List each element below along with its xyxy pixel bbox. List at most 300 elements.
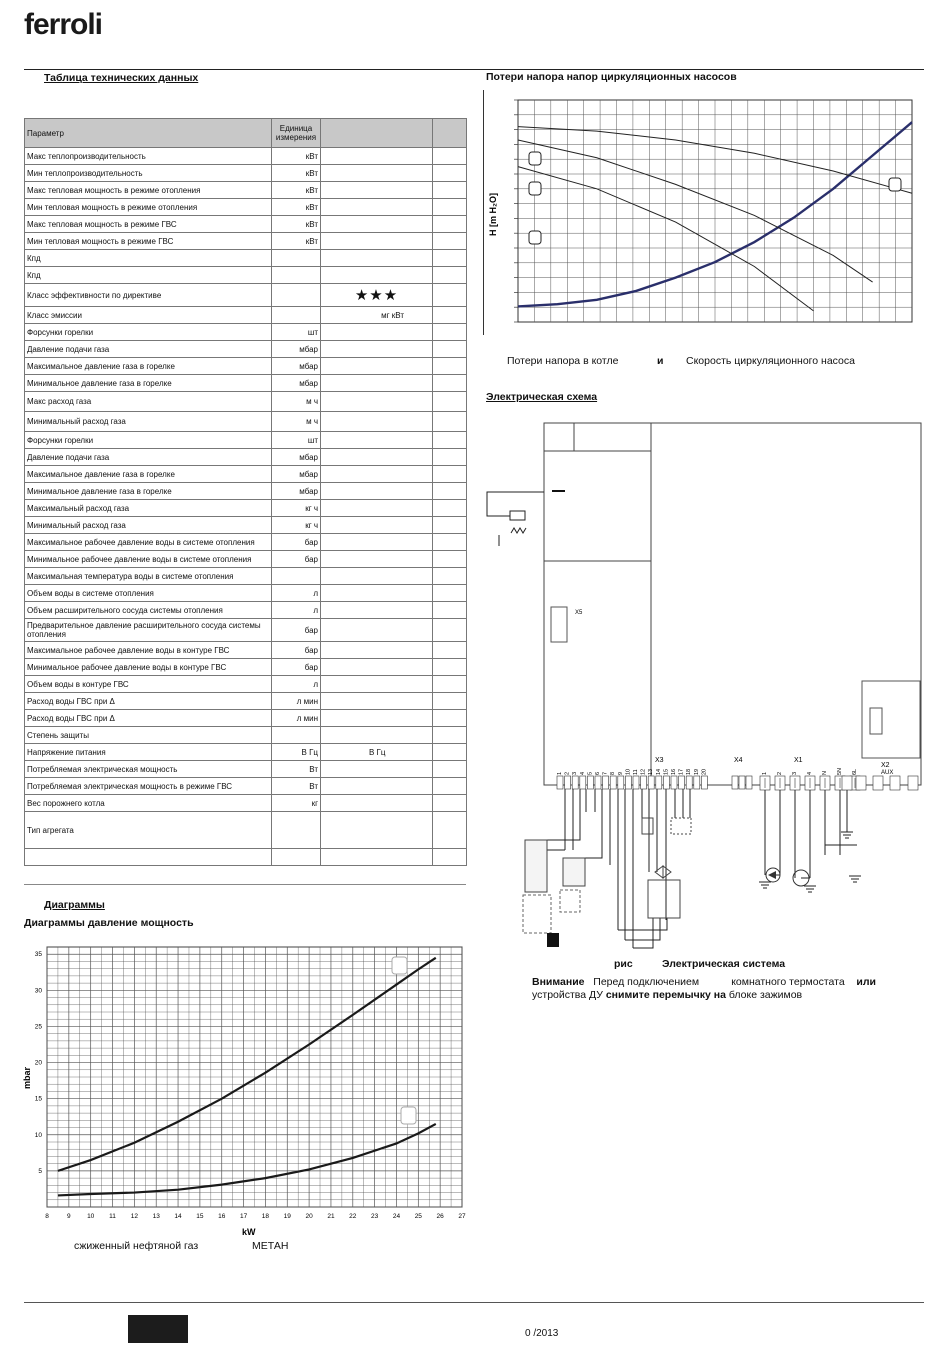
param-cell: Макс тепловая мощность в режиме ГВС [25,216,272,233]
table-row [25,358,467,375]
page-number-box [128,1315,188,1343]
unit-cell: шт [272,432,321,449]
extra-cell [433,744,467,761]
extra-cell [433,148,467,165]
table-row [25,676,467,693]
wire [633,918,653,948]
value-cell: В Гц [321,744,433,761]
extra-cell [433,267,467,284]
param-cell: Максимальный расход газа [25,500,272,517]
x-tick-label: 11 [109,1213,116,1220]
table-row [25,795,467,812]
unit-cell: Вт [272,778,321,795]
x-tick-label: 12 [130,1213,138,1220]
param-cell: Минимальное рабочее давление воды в системе отопления [25,551,272,568]
ntc-sensor [560,890,580,912]
unit-cell: мбар [272,341,321,358]
param-cell: Вес порожнего котла [25,795,272,812]
unit-cell: Вт [272,761,321,778]
value-cell [321,534,433,551]
x3-label: X3 [655,757,664,764]
x3-pin-label: 9 [617,771,624,775]
wire [585,812,602,858]
table-row [25,250,467,267]
value-cell [321,165,433,182]
x3-terminal [648,776,654,789]
x1-pin-label: N [822,771,828,775]
param-cell: Мин теплопроизводительность [25,165,272,182]
x1-pin-label: 4 [807,771,813,775]
x5-label: X5 [575,610,583,616]
value-cell [321,182,433,199]
table-row [25,619,467,642]
table-row [25,284,467,307]
x2-terminal [856,776,866,790]
x3-pin-label: 8 [610,771,617,775]
x3-terminal [587,776,593,789]
table-row [25,148,467,165]
value-cell [321,341,433,358]
extra-cell [433,693,467,710]
table-row [25,693,467,710]
x3-terminal [625,776,631,789]
relay-1 [642,818,653,834]
x-tick-label: 10 [87,1213,95,1220]
x3-pin-label: 6 [595,771,601,775]
table-row [25,233,467,250]
extra-cell [433,307,467,324]
unit-cell: кВт [272,148,321,165]
unit-cell: л мин [272,710,321,727]
value-cell [321,250,433,267]
pressure-ylabel: mbar [22,1066,32,1089]
aux-label: AUX [881,770,894,776]
table-row [25,710,467,727]
param-cell: Расход воды ГВС при Δ [25,693,272,710]
value-cell [321,500,433,517]
x-tick-label: 22 [349,1213,357,1220]
param-cell: Предварительное давление расширительного сосуда системы отопления [25,619,272,642]
unit-cell: мбар [272,483,321,500]
value-cell [321,761,433,778]
value-cell [321,602,433,619]
main-board [544,423,921,785]
param-cell: Расход воды ГВС при Δ [25,710,272,727]
value-cell [321,795,433,812]
y-tick-label: 10 [34,1131,42,1139]
value-cell [321,199,433,216]
table-row [25,500,467,517]
room-thermostat [523,895,551,933]
unit-cell: В Гц [272,744,321,761]
extra-cell [433,778,467,795]
y-tick-label: 30 [34,987,42,995]
param-cell: Давление подачи газа [25,449,272,466]
table-row [25,432,467,449]
x3-terminal [633,776,639,789]
warning-bold-2: снимите перемычку на [605,989,726,1001]
board-inner-box [544,423,574,451]
table-row [25,466,467,483]
warning-bold: Внимание [532,976,585,988]
value-cell [321,619,433,642]
param-cell: Макс расход газа [25,392,272,412]
extra-cell [433,483,467,500]
value-cell [321,568,433,585]
x-tick-label: 8 [45,1213,49,1220]
param-cell: Минимальное давление газа в горелке [25,375,272,392]
fig-label: рис [614,958,633,970]
table-row [25,375,467,392]
legend-lpg: сжиженный нефтяной газ [74,1240,199,1252]
value-cell [321,375,433,392]
param-cell [25,849,272,866]
value-cell [321,585,433,602]
extra-cell [433,233,467,250]
ignition-electrode [510,511,525,520]
unit-cell: кВт [272,216,321,233]
pressure-xlabel: kW [242,1227,256,1237]
value-cell [321,432,433,449]
unit-cell: кВт [272,182,321,199]
extra-cell [433,432,467,449]
x1-pin-label: 1 [762,771,768,775]
footer-rule [24,1302,924,1303]
table-row [25,483,467,500]
diagrams-rule [24,884,466,885]
param-cell: Минимальный расход газа [25,412,272,432]
x3-pin-label: 10 [625,768,632,775]
x1-pin-label: 5N [837,767,843,775]
param-cell: Объем воды в системе отопления [25,585,272,602]
extra-cell [433,199,467,216]
value-cell [321,483,433,500]
extra-cell [433,659,467,676]
param-cell: Напряжение питания [25,744,272,761]
x3-terminal [565,776,571,789]
value-cell [321,412,433,432]
x-tick-label: 13 [152,1213,160,1220]
table-row [25,585,467,602]
param-cell: Форсунки горелки [25,324,272,341]
x1-pin-label: 3 [792,771,798,775]
param-cell: Кпд [25,250,272,267]
value-cell [321,267,433,284]
x1-pin-label: 6L [852,768,858,775]
table-row [25,727,467,744]
x3-terminal [701,776,707,789]
unit-cell [272,250,321,267]
x4-label: X4 [734,757,743,764]
value-cell [321,233,433,250]
extra-cell [433,534,467,551]
x3-pin-label: 19 [693,768,700,775]
table-row [25,165,467,182]
diagrams-title: Диаграммы [44,899,105,911]
table-row [25,659,467,676]
x3-pin-label: 4 [579,771,586,775]
extra-cell [433,466,467,483]
gas-valve [648,880,680,918]
x4-terminal [746,776,752,789]
x3-terminal [572,776,578,789]
tech-table [24,118,467,866]
extra-cell [433,849,467,866]
unit-cell: бар [272,619,321,642]
x3-terminal [610,776,616,789]
x2-terminal [873,776,883,790]
unit-cell: бар [272,551,321,568]
param-cell: Минимальное давление газа в горелке [25,483,272,500]
value-cell [321,551,433,568]
param-cell: Класс эмиссии [25,307,272,324]
warning-note [532,976,924,1002]
pump-chart-grid [514,100,912,322]
unit-cell: мбар [272,375,321,392]
x4-terminal [739,776,745,789]
table-row [25,534,467,551]
y-tick-label: 25 [34,1023,42,1031]
pressure-chart-grid [47,947,462,1207]
x-tick-label: 25 [414,1213,422,1220]
param-cell: Мин тепловая мощность в режиме отопления [25,199,272,216]
x3-pin-label: 15 [663,768,670,775]
param-cell: Объем расширительного сосуда системы отопления [25,602,272,619]
extra-cell [433,392,467,412]
extra-cell [433,165,467,182]
lpg-curve [58,958,436,1171]
extra-cell [433,250,467,267]
terminal-strip [557,768,918,790]
pressure-chart-title: Диаграммы давление мощность [24,917,194,929]
extra-cell [433,358,467,375]
aux-relay [870,708,882,734]
electric-title: Электрическая схема [486,391,598,403]
brand-logo: ferroli [24,8,103,41]
unit-cell: бар [272,642,321,659]
x2-terminal [890,776,900,790]
extra-cell [433,568,467,585]
param-cell: Тип агрегата [25,812,272,849]
extra-cell [433,517,467,534]
x-tick-label: 15 [196,1213,204,1220]
table-row [25,517,467,534]
value-cell [321,727,433,744]
param-cell: Минимальный расход газа [25,517,272,534]
unit-cell: м ч [272,392,321,412]
aux-module [862,681,920,758]
table-row [25,449,467,466]
x-tick-label: 18 [261,1213,270,1220]
x3-terminal [686,776,692,789]
unit-cell: бар [272,659,321,676]
x-tick-label: 9 [67,1213,71,1220]
value-cell: ★★★ [321,284,433,307]
x1-pin-label: 2 [777,771,783,775]
extra-cell [433,585,467,602]
extra-cell [433,795,467,812]
col-value-header [321,119,433,148]
value-cell [321,693,433,710]
wire [547,812,580,840]
legend-methane: МЕТАН [252,1240,289,1252]
x3-terminal [603,776,609,789]
curve-marker [889,178,901,191]
pressure-chart-lines [58,958,436,1196]
warning-text-4: блоке зажимов [728,989,803,1001]
unit-cell [272,284,321,307]
value-cell [321,659,433,676]
curve-marker [529,182,541,195]
x3-pin-label: 11 [633,769,639,775]
x3-pin-label: 5 [587,771,594,775]
unit-cell: бар [272,534,321,551]
param-cell: Максимальная температура воды в системе отопления [25,568,272,585]
value-cell [321,392,433,412]
table-row [25,412,467,432]
fig-caption: Электрическая система [662,958,786,970]
extra-cell [433,324,467,341]
param-cell: Потребляемая электрическая мощность [25,761,272,778]
unit-cell [272,727,321,744]
param-cell: Максимальное рабочее давление воды в контуре ГВС [25,642,272,659]
value-cell [321,216,433,233]
table-row [25,216,467,233]
value-cell [321,148,433,165]
relay-2 [671,818,691,834]
value-cell [321,778,433,795]
x3-terminal [679,776,685,789]
unit-cell: л [272,585,321,602]
warning-or: или [856,976,876,988]
unit-cell: л [272,602,321,619]
param-cell: Объем воды в контуре ГВС [25,676,272,693]
extra-cell [433,642,467,659]
value-cell [321,449,433,466]
legend-speed: Скорость циркуляционного насоса [686,355,855,367]
extra-cell [433,676,467,693]
wire [825,845,857,855]
terminal-block-mid [563,858,585,886]
unit-cell [272,568,321,585]
flame-symbol-icon [511,528,526,533]
x3-pin-label: 17 [678,768,685,775]
table-row [25,551,467,568]
table-row [25,568,467,585]
x3-pin-label: 13 [648,768,655,775]
lpg-curve-marker [392,957,407,974]
value-cell [321,358,433,375]
param-cell: Максимальное рабочее давление воды в системе отопления [25,534,272,551]
x-tick-label: 19 [283,1213,291,1220]
x3-pin-label: 7 [602,771,609,775]
param-cell: Степень защиты [25,727,272,744]
y-tick-label: 5 [38,1167,42,1175]
methane-curve-marker [401,1107,416,1124]
pump-speed-curve-2 [518,140,873,282]
value-cell [321,324,433,341]
unit-cell: шт [272,324,321,341]
x3-terminal [663,776,669,789]
param-cell: Мин тепловая мощность в режиме ГВС [25,233,272,250]
unit-cell [272,849,321,866]
warning-text-1: Перед подключением [593,976,700,988]
header-rule [24,69,924,70]
curve-marker [529,152,541,165]
extra-cell [433,551,467,568]
x-tick-label: 21 [327,1213,335,1220]
value-cell [321,676,433,693]
y-tick-label: 35 [34,951,42,959]
col-extra-header [433,119,467,148]
extra-cell [433,710,467,727]
param-cell: Минимальное рабочее давление воды в контуре ГВС [25,659,272,676]
value-cell [321,849,433,866]
extra-cell [433,602,467,619]
param-cell: Потребляемая электрическая мощность в режиме ГВС [25,778,272,795]
table-row [25,778,467,795]
warning-text-3: устройства ДУ [532,989,603,1001]
x3-pin-label: 20 [701,768,708,775]
unit-cell [272,267,321,284]
unit-cell: кг [272,795,321,812]
extra-cell [433,182,467,199]
pressure-power-chart [20,935,470,1245]
unit-cell: кг ч [272,500,321,517]
x3-terminal [618,776,624,789]
value-cell [321,642,433,659]
x2-terminal [842,776,852,790]
remote-control-icon [547,933,559,947]
unit-cell: мбар [272,358,321,375]
unit-cell: мбар [272,466,321,483]
extra-cell [433,619,467,642]
x3-pin-label: 18 [686,768,693,775]
x3-terminal [671,776,677,789]
x-tick-label: 24 [392,1213,401,1220]
x3-terminal [557,776,563,789]
param-cell: Максимальное давление газа в горелке [25,466,272,483]
tech-table-title: Таблица технических данных [44,72,199,84]
extra-cell [433,341,467,358]
x-tick-label: 14 [174,1213,182,1220]
unit-cell: л мин [272,693,321,710]
x4-terminal [732,776,738,789]
board-section [544,451,651,561]
x3-pin-label: 1 [557,771,563,775]
value-cell [321,710,433,727]
table-row [25,392,467,412]
x2-label: X2 [881,762,890,769]
extra-cell [433,216,467,233]
electric-diagram [485,420,925,960]
x3-pin-label: 3 [572,771,579,775]
pump-left-rule [483,90,484,335]
param-cell: Максимальное давление газа в горелке [25,358,272,375]
x3-terminal [694,776,700,789]
legend-loss: Потери напора в котле [507,355,619,367]
warning-text-2: комнатного термостата [731,976,845,988]
table-row [25,812,467,849]
pump-head-chart [486,96,916,328]
table-row [25,307,467,324]
unit-cell: м ч [272,412,321,432]
extra-cell [433,500,467,517]
x-tick-label: 16 [218,1213,226,1220]
x-tick-label: 26 [436,1213,444,1220]
extra-cell [433,812,467,849]
value-cell [321,812,433,849]
